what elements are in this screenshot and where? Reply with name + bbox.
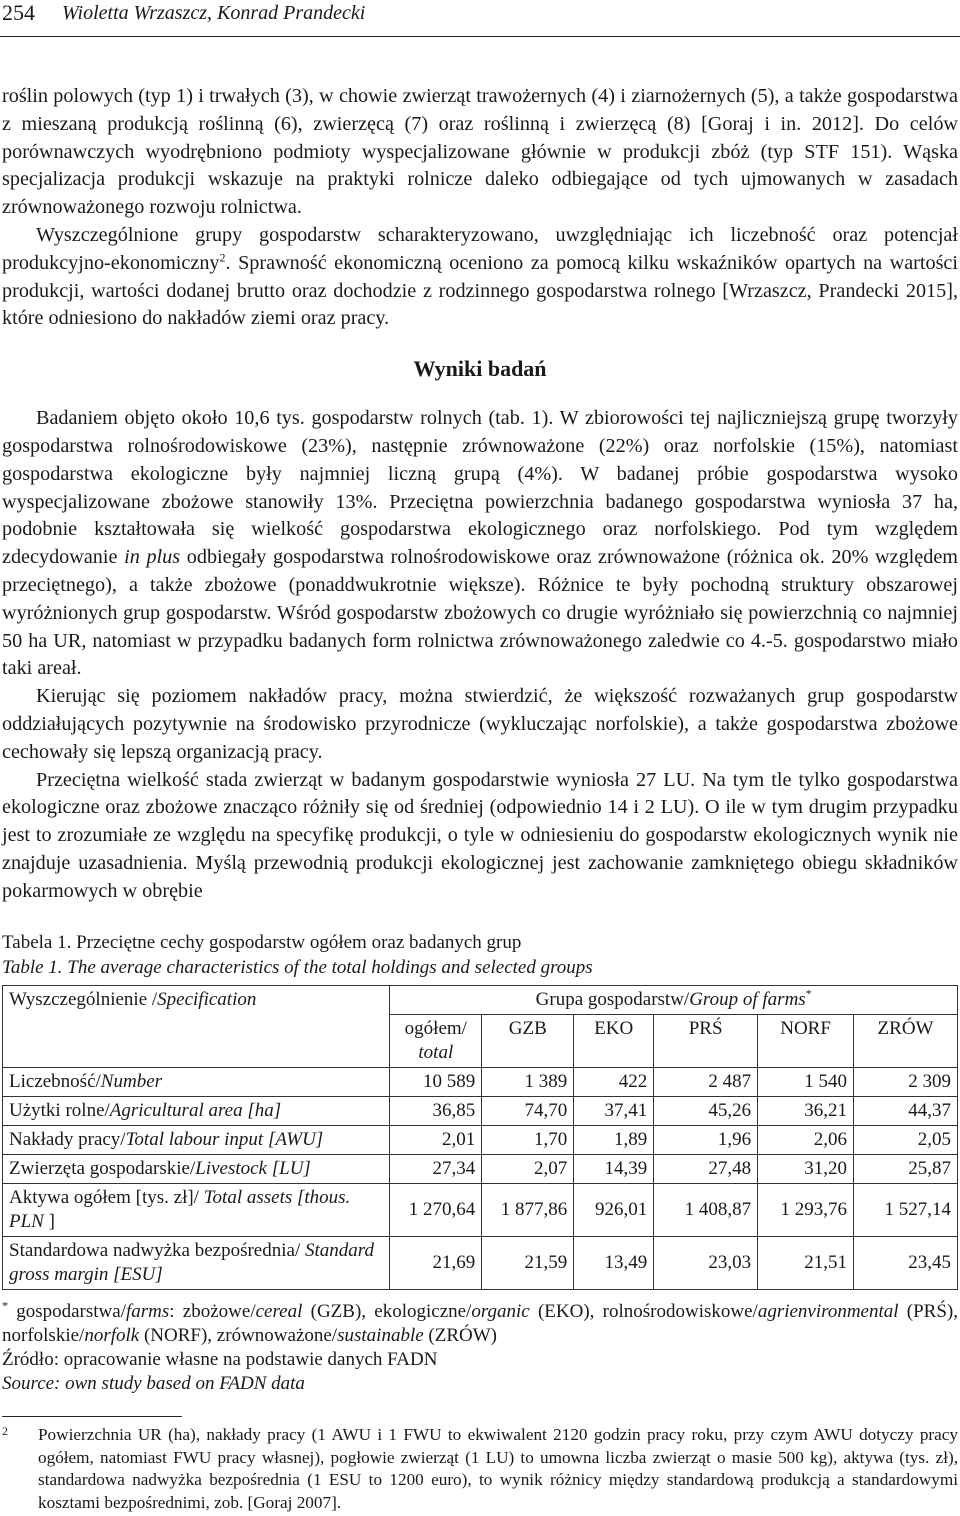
cell: 45,26 — [654, 1097, 758, 1126]
cell: 14,39 — [574, 1155, 654, 1184]
cell: 2,01 — [390, 1126, 482, 1155]
header-cell-group: Grupa gospodarstw/Group of farms* — [390, 986, 958, 1015]
footnote-number: 2 — [2, 1424, 8, 1438]
cell: 21,51 — [758, 1237, 854, 1290]
cell: 2 487 — [654, 1068, 758, 1097]
cell: 1 293,76 — [758, 1184, 854, 1237]
header-rule — [0, 36, 960, 37]
cell: 2,07 — [482, 1155, 574, 1184]
cell: 25,87 — [854, 1155, 958, 1184]
table-notes — [2, 1300, 958, 1396]
table-row — [3, 1097, 958, 1126]
cell: 21,59 — [482, 1237, 574, 1290]
caption-en: Table 1. The average characteristics of the total holdings and selected groups — [2, 957, 593, 978]
paragraph — [2, 222, 958, 333]
paragraph-text: . Sprawność ekonomiczną oceniono za pomocą kilku wskaźników opartych na wartości produkcji, wartości dodanej brutto oraz dochodzie z rodzinnego gospodarstwa rolnego [Wrzaszcz, Prandecki 2015], które odniesiono do nakładów ziemi oraz pracy. — [2, 251, 958, 330]
cell: 2,06 — [758, 1126, 854, 1155]
source-pl: Źródło: opracowanie własne na podstawie danych FADN — [2, 1349, 438, 1370]
section-title: Wyniki badań — [413, 356, 547, 382]
body-text — [2, 83, 958, 906]
header-cell-total: ogółem/ total — [390, 1015, 482, 1068]
cell: 926,01 — [574, 1184, 654, 1237]
running-head-authors: Wioletta Wrzaszcz, Konrad Prandecki — [62, 2, 366, 24]
cell: 1 877,86 — [482, 1184, 574, 1237]
footnote-ref: 2 — [219, 250, 226, 265]
table-row — [3, 1184, 958, 1237]
cell: 1 527,14 — [854, 1184, 958, 1237]
paragraph-text: odbiegały gospodarstwa rolnośrodowiskowe oraz zrównoważone (różnica ok. 20% względem przeciętnego), a także zbożowe (ponaddwukrotnie większe). Różnice te były pochodną struktury obszarowej wyróżnionych grup gospodarstw. Wśród gospodarstw zbożowych co drugie wyróżniało się powierzchnią co najmniej 50 ha UR, natomiast w przypadku badanych form rolnictwa zrównoważonego zaledwie co 4.-5. gospodarstwo miało taki areał. — [2, 546, 958, 680]
data-table — [2, 985, 958, 1290]
paragraph-text: Wyszczególnione grupy gospodarstw scharakteryzowano, uwzględniając ich liczebność oraz potencjał produkcyjno-ekonomiczny — [2, 223, 958, 274]
header-cell-eko: EKO — [574, 1015, 654, 1068]
paragraph: roślin polowych (typ 1) i trwałych (3), w chowie zwierząt trawożernych (4) i ziarnożernych (5), a także gospodarstwa z mieszaną produkcją roślinną (6), zwierzęcą (7) oraz roślinną i zwierzęcą (8) [Goraj i in. 2012]. Do celów porównawczych wyodrębniono podmioty wyspecjalizowane głównie w produkcji zbóż (typ STF 151). Wąska specjalizacja produkcji wskazuje na praktyki rolnicze daleko odbiegające od tych ujmowanych w zasadach zrównoważonego rozwoju rolnictwa. — [2, 85, 958, 219]
cell: 10 589 — [390, 1068, 482, 1097]
paragraph: Przeciętna wielkość stada zwierząt w badanym gospodarstwie wyniosła 27 LU. Na tym tle tylko gospodarstwa ekologiczne oraz zbożowe znacząco różniły się od średniej (odpowiednio 14 i 2 LU). O ile w tym drugim przypadku jest to zrozumiałe ze względu na specyfikę produkcji, o tyle w odniesieniu do gospodarstw ekologicznych wynik nie znajduje uzasadnienia. Myślą przewodnią produkcji ekologicznej jest zachowanie zamkniętego obiegu składników pokarmowych w obrębie — [2, 768, 958, 902]
cell: 13,49 — [574, 1237, 654, 1290]
header-cell-norf: NORF — [758, 1015, 854, 1068]
header-cell-zrow: ZRÓW — [854, 1015, 958, 1068]
cell: 27,48 — [654, 1155, 758, 1184]
cell: 23,03 — [654, 1237, 758, 1290]
cell: 27,34 — [390, 1155, 482, 1184]
cell: 1 389 — [482, 1068, 574, 1097]
cell: 74,70 — [482, 1097, 574, 1126]
cell: 1 408,87 — [654, 1184, 758, 1237]
cell: 37,41 — [574, 1097, 654, 1126]
table-header-row — [3, 986, 958, 1015]
cell: 1,89 — [574, 1126, 654, 1155]
table-caption — [2, 930, 593, 980]
emphasis: in plus — [124, 546, 181, 569]
cell: 2 309 — [854, 1068, 958, 1097]
footnote — [2, 1424, 958, 1514]
cell: 31,20 — [758, 1155, 854, 1184]
cell: 36,85 — [390, 1097, 482, 1126]
footnote-text: Powierzchnia UR (ha), nakłady pracy (1 AWU i 1 FWU to ekwiwalent 2120 godzin pracy roku, przy czym AWU dotyczy pracy ogółem, natomiast FWU pracy własnej), pogłowie zwierząt (1 LU) to umowna liczba zwierząt o masie 500 kg), aktywa (tys. zł), standardowa nadwyżka bezpośrednia (1 ESU to 1200 euro), to wynik różnicy między standardową produkcją a standardowymi kosztami bezpośrednimi, zob. [Goraj 2007]. — [38, 1425, 958, 1512]
paragraph: Kierując się poziomem nakładów pracy, można stwierdzić, że większość rozważanych grup gospodarstw oddziałujących pozytywnie na środowisko przyrodnicze (wykluczając norfolskie), a także gospodarstwa zbożowe cechowały się lepszą organizacją pracy. — [2, 685, 958, 763]
footnote-rule — [2, 1416, 182, 1417]
source-en: Source: own study based on FADN data — [2, 1373, 305, 1394]
cell: 44,37 — [854, 1097, 958, 1126]
paragraph — [2, 405, 958, 683]
row-label: Standardowa nadwyżka bezpośrednia/ Standard gross margin [ESU] — [3, 1237, 390, 1290]
table-row — [3, 1126, 958, 1155]
abbreviation-note: * gospodarstwa/farms: zbożowe/cereal (GZB), ekologiczne/organic (EKO), rolnośrodowiskowe/agrienvironmental (PRŚ), norfolskie/norfolk (NORF), zrównoważone/sustainable (ZRÓW) — [2, 1298, 958, 1346]
row-label: Aktywa ogółem [tys. zł]/ Total assets [thous. PLN ] — [3, 1184, 390, 1237]
cell: 1 270,64 — [390, 1184, 482, 1237]
cell: 21,69 — [390, 1237, 482, 1290]
caption-pl: Tabela 1. Przeciętne cechy gospodarstw ogółem oraz badanych grup — [2, 932, 522, 953]
header-cell-gzb: GZB — [482, 1015, 574, 1068]
header-cell-spec: Wyszczególnienie /Specification — [3, 986, 390, 1068]
page-number: 254 — [2, 0, 35, 25]
paragraph-text: Badaniem objęto około 10,6 tys. gospodarstw rolnych (tab. 1). W zbiorowości tej najliczniejszą grupę tworzyły gospodarstwa rolnośrodowiskowe (23%), następnie zrównoważone (22%) oraz norfolskie (15%), natomiast gospodarstwa ekologiczne były najmniej liczną grupą (4%). W badanej próbie gospodarstwa wysoko wyspecjalizowane zbożowe stanowiły 13%. Przeciętna powierzchnia badanego gospodarstwa wyniosła 37 ha, podobnie kształtowała się wielkość gospodarstwa ekologicznego oraz norfolskiego. Pod tym względem zdecydowanie — [2, 407, 958, 569]
cell: 422 — [574, 1068, 654, 1097]
cell: 36,21 — [758, 1097, 854, 1126]
table-row — [3, 1237, 958, 1290]
row-label: Nakłady pracy/Total labour input [AWU] — [3, 1126, 390, 1155]
cell: 23,45 — [854, 1237, 958, 1290]
row-label: Zwierzęta gospodarskie/Livestock [LU] — [3, 1155, 390, 1184]
row-label: Liczebność/Number — [3, 1068, 390, 1097]
cell: 1 540 — [758, 1068, 854, 1097]
page-header — [0, 0, 960, 40]
table-row — [3, 1068, 958, 1097]
row-label: Użytki rolne/Agricultural area [ha] — [3, 1097, 390, 1126]
cell: 1,96 — [654, 1126, 758, 1155]
cell: 2,05 — [854, 1126, 958, 1155]
cell: 1,70 — [482, 1126, 574, 1155]
header-cell-prs: PRŚ — [654, 1015, 758, 1068]
table-row — [3, 1155, 958, 1184]
